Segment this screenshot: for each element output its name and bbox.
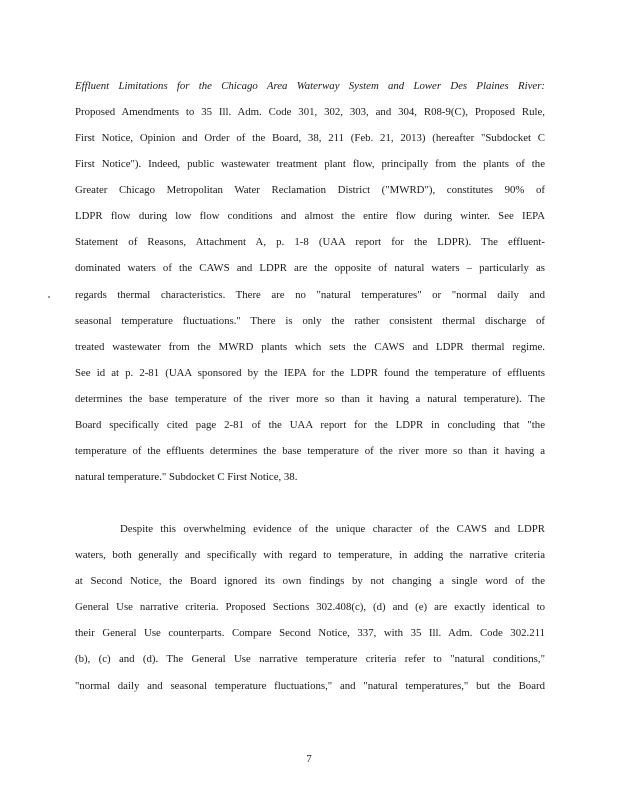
text-line: See id at p. 2-81 (UAA sponsored by the IEPA for the LDPR found the temperature of effluents <box>75 367 545 379</box>
text-line: Statement of Reasons, Attachment A, p. 1-8 (UAA report for the LDPR). The effluent- <box>75 236 545 248</box>
text-line: First Notice, Opinion and Order of the Board, 38, 211 (Feb. 21, 2013) (hereafter "Subdocket C <box>75 132 545 144</box>
text-line: First Notice"). Indeed, public wastewater treatment plant flow, principally from the plants of the <box>75 158 545 170</box>
text-line: Greater Chicago Metropolitan Water Reclamation District ("MWRD"), constitutes 90% of <box>75 184 545 196</box>
text-line: Proposed Amendments to 35 Ill. Adm. Code 301, 302, 303, and 304, R08-9(C), Proposed Rule, <box>75 106 545 118</box>
text-line: regards thermal characteristics. There are no "natural temperatures" or "normal daily and <box>75 289 545 301</box>
page-number: 7 <box>306 753 312 765</box>
text-line: Despite this overwhelming evidence of the unique character of the CAWS and LDPR <box>120 523 545 535</box>
scan-artifact-dot <box>48 296 50 298</box>
text-line: General Use narrative criteria. Proposed Sections 302.408(c), (d) and (e) are exactly identical to <box>75 601 545 613</box>
text-line: LDPR flow during low flow conditions and almost the entire flow during winter. See IEPA <box>75 210 545 222</box>
text-line: (b), (c) and (d). The General Use narrative temperature criteria refer to "natural conditions," <box>75 653 545 665</box>
text-line: determines the base temperature of the river more so than it having a natural temperature). The <box>75 393 545 405</box>
text-line: temperature of the effluents determines the base temperature of the river more so than it having a <box>75 445 545 457</box>
text-line: their General Use counterparts. Compare Second Notice, 337, with 35 Ill. Adm. Code 302.211 <box>75 627 545 639</box>
text-line: at Second Notice, the Board ignored its own findings by not changing a single word of the <box>75 575 545 587</box>
text-line: seasonal temperature fluctuations." There is only the rather consistent thermal discharge of <box>75 315 545 327</box>
text-line: waters, both generally and specifically with regard to temperature, in adding the narrative criteria <box>75 549 545 561</box>
text-line: "normal daily and seasonal temperature fluctuations," and "natural temperatures," but the Board <box>75 680 545 692</box>
text-line: Board specifically cited page 2-81 of the UAA report for the LDPR in concluding that "the <box>75 419 545 431</box>
text-line: natural temperature." Subdocket C First Notice, 38. <box>75 471 298 483</box>
text-line: dominated waters of the CAWS and LDPR are the opposite of natural waters – particularly as <box>75 262 545 274</box>
text-line: treated wastewater from the MWRD plants which sets the CAWS and LDPR thermal regime. <box>75 341 545 353</box>
text-line: Effluent Limitations for the Chicago Area Waterway System and Lower Des Plaines River: <box>75 80 545 92</box>
